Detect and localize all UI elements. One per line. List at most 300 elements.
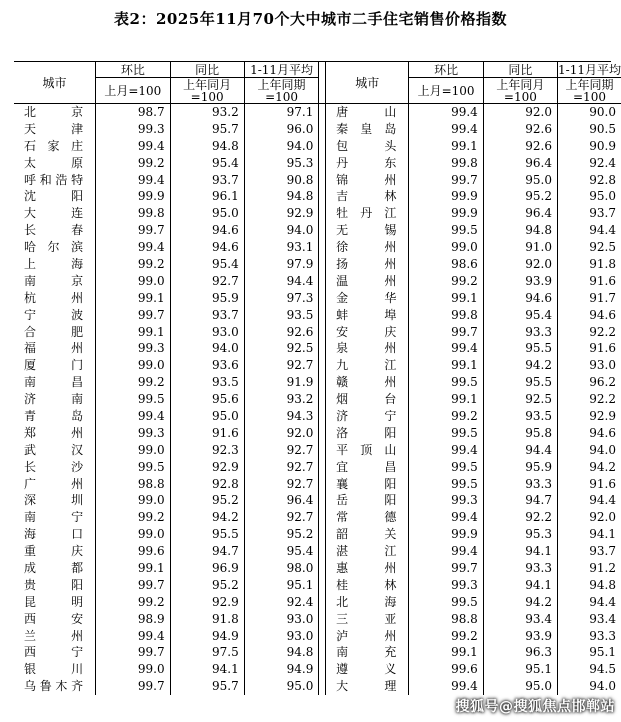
yoy-value-left: 95.0 xyxy=(170,205,244,222)
mom-value-left: 99.0 xyxy=(96,492,170,509)
yoy-value-right: 94.2 xyxy=(483,357,557,374)
ytd-value-left: 98.0 xyxy=(244,560,319,577)
mom-value-right: 99.6 xyxy=(409,661,483,678)
city-name-left: 银川 xyxy=(24,662,84,677)
yoy-value-left: 94.6 xyxy=(170,239,244,256)
yoy-value-right: 95.2 xyxy=(483,188,557,205)
mom-value-right: 99.2 xyxy=(409,627,483,644)
ytd-value-right: 94.0 xyxy=(557,678,621,695)
yoy-value-right: 95.3 xyxy=(483,526,557,543)
table-row xyxy=(14,222,621,239)
city-name-right: 三亚 xyxy=(336,611,397,626)
yoy-value-right: 95.9 xyxy=(483,458,557,475)
mom-value-left: 99.2 xyxy=(96,374,170,391)
yoy-value-right: 93.3 xyxy=(483,560,557,577)
mom-value-left: 99.0 xyxy=(96,661,170,678)
city-name-right: 洛阳 xyxy=(336,425,397,440)
ytd-value-left: 92.9 xyxy=(244,205,319,222)
yoy-value-left: 94.0 xyxy=(170,340,244,357)
table-row xyxy=(14,289,621,306)
mom-value-right: 99.9 xyxy=(409,188,483,205)
city-name-left: 成都 xyxy=(24,560,84,575)
yoy-value-left: 95.4 xyxy=(170,154,244,171)
table-row xyxy=(14,137,621,154)
table-row xyxy=(14,272,621,289)
yoy-value-right: 96.4 xyxy=(483,154,557,171)
table-row xyxy=(14,661,621,678)
mom-value-right: 99.9 xyxy=(409,526,483,543)
table-row xyxy=(14,610,621,627)
city-name-right: 宜昌 xyxy=(336,459,397,474)
city-name-left: 沈阳 xyxy=(24,189,84,204)
city-name-left: 杭州 xyxy=(24,290,84,305)
ytd-value-right: 96.2 xyxy=(557,374,621,391)
mom-value-right: 99.1 xyxy=(409,391,483,408)
yoy-value-right: 95.5 xyxy=(483,340,557,357)
yoy-value-right: 94.1 xyxy=(483,543,557,560)
yoy-value-right: 92.6 xyxy=(483,137,557,154)
city-name-right: 泉州 xyxy=(336,341,397,356)
city-name-right: 惠州 xyxy=(336,560,397,575)
yoy-value-left: 93.7 xyxy=(170,306,244,323)
city-name-left: 合肥 xyxy=(24,324,84,339)
ytd-value-left: 92.0 xyxy=(244,424,319,441)
ytd-value-right: 94.0 xyxy=(557,441,621,458)
mom-value-left: 99.9 xyxy=(96,188,170,205)
mom-value-right: 99.4 xyxy=(409,543,483,560)
yoy-value-left: 95.7 xyxy=(170,120,244,137)
column-gap xyxy=(319,222,326,239)
mom-value-right: 99.5 xyxy=(409,374,483,391)
ytd-value-left: 92.6 xyxy=(244,323,319,340)
column-gap xyxy=(319,205,326,222)
ytd-value-right: 94.6 xyxy=(557,306,621,323)
mom-value-left: 99.7 xyxy=(96,644,170,661)
city-name-left: 青岛 xyxy=(24,408,84,423)
city-name-right: 烟台 xyxy=(336,392,397,407)
mom-value-right: 99.1 xyxy=(409,289,483,306)
city-name-right: 桂林 xyxy=(336,577,397,592)
table-row xyxy=(14,441,621,458)
ytd-value-left: 92.5 xyxy=(244,340,319,357)
ytd-value-left: 93.2 xyxy=(244,391,319,408)
city-name-left: 武汉 xyxy=(24,442,84,457)
ytd-value-right: 95.0 xyxy=(557,188,621,205)
mom-value-right: 99.2 xyxy=(409,408,483,425)
table-row xyxy=(14,560,621,577)
yoy-value-right: 93.9 xyxy=(483,627,557,644)
ytd-value-left: 97.9 xyxy=(244,256,319,273)
mom-value-left: 99.0 xyxy=(96,272,170,289)
mom-value-right: 99.5 xyxy=(409,475,483,492)
city-name-left: 西宁 xyxy=(24,645,84,660)
city-name-left: 乌鲁木齐 xyxy=(24,679,84,694)
city-name-left: 南昌 xyxy=(24,375,84,390)
ytd-value-left: 97.1 xyxy=(244,104,319,121)
city-name-left: 深圳 xyxy=(24,493,84,508)
table-row xyxy=(14,644,621,661)
ytd-value-right: 93.4 xyxy=(557,610,621,627)
city-name-right: 温州 xyxy=(336,273,397,288)
city-name-right: 湛江 xyxy=(336,544,397,559)
yoy-value-left: 92.7 xyxy=(170,272,244,289)
mom-value-left: 99.2 xyxy=(96,509,170,526)
mom-value-left: 99.4 xyxy=(96,239,170,256)
column-gap xyxy=(319,593,326,610)
header-mom-base-left: 上月=100 xyxy=(96,78,170,104)
mom-value-left: 99.7 xyxy=(96,222,170,239)
mom-value-left: 99.4 xyxy=(96,408,170,425)
ytd-value-left: 94.0 xyxy=(244,222,319,239)
mom-value-left: 99.7 xyxy=(96,306,170,323)
city-name-right: 徐州 xyxy=(336,240,397,255)
city-name-left: 广州 xyxy=(24,476,84,491)
city-name-left: 北京 xyxy=(24,105,84,120)
column-gap xyxy=(319,644,326,661)
yoy-value-left: 95.6 xyxy=(170,391,244,408)
ytd-value-left: 91.9 xyxy=(244,374,319,391)
table-body xyxy=(14,104,621,695)
yoy-value-left: 97.5 xyxy=(170,644,244,661)
mom-value-right: 99.7 xyxy=(409,560,483,577)
ytd-value-right: 91.7 xyxy=(557,289,621,306)
header-city-left: 城市 xyxy=(14,62,96,104)
column-gap xyxy=(319,340,326,357)
yoy-value-right: 94.2 xyxy=(483,593,557,610)
ytd-value-left: 94.9 xyxy=(244,661,319,678)
mom-value-left: 99.7 xyxy=(96,576,170,593)
ytd-value-right: 93.3 xyxy=(557,627,621,644)
table-row xyxy=(14,154,621,171)
column-gap xyxy=(319,272,326,289)
column-gap xyxy=(319,137,326,154)
ytd-value-left: 94.8 xyxy=(244,188,319,205)
yoy-value-right: 96.3 xyxy=(483,644,557,661)
yoy-value-right: 92.6 xyxy=(483,120,557,137)
city-name-right: 蚌埠 xyxy=(336,307,397,322)
city-name-left: 天津 xyxy=(24,121,84,136)
table-title: 表2：2025年11月70个大中城市二手住宅销售价格指数 xyxy=(114,10,507,28)
table-row xyxy=(14,391,621,408)
column-gap xyxy=(319,475,326,492)
ytd-value-right: 94.1 xyxy=(557,526,621,543)
watermark: 搜狐号@搜狐焦点邯郸站 xyxy=(455,699,615,715)
yoy-value-left: 93.2 xyxy=(170,104,244,121)
table-row xyxy=(14,458,621,475)
yoy-value-right: 95.5 xyxy=(483,374,557,391)
mom-value-left: 99.2 xyxy=(96,154,170,171)
column-gap xyxy=(319,239,326,256)
city-name-left: 南宁 xyxy=(24,510,84,525)
yoy-value-left: 95.2 xyxy=(170,576,244,593)
mom-value-right: 99.1 xyxy=(409,357,483,374)
yoy-value-right: 94.4 xyxy=(483,441,557,458)
yoy-value-left: 95.0 xyxy=(170,408,244,425)
yoy-value-right: 92.2 xyxy=(483,509,557,526)
ytd-value-left: 94.4 xyxy=(244,272,319,289)
ytd-value-right: 92.8 xyxy=(557,171,621,188)
yoy-value-right: 95.0 xyxy=(483,171,557,188)
mom-value-right: 99.3 xyxy=(409,576,483,593)
table-row xyxy=(14,188,621,205)
yoy-value-right: 95.0 xyxy=(483,678,557,695)
mom-value-left: 98.7 xyxy=(96,104,170,121)
table-row xyxy=(14,120,621,137)
ytd-value-left: 92.7 xyxy=(244,458,319,475)
column-gap xyxy=(319,678,326,695)
column-gap xyxy=(319,188,326,205)
mom-value-right: 99.1 xyxy=(409,644,483,661)
ytd-value-right: 91.6 xyxy=(557,340,621,357)
ytd-value-right: 94.4 xyxy=(557,593,621,610)
city-name-right: 吉林 xyxy=(336,189,397,204)
yoy-value-right: 93.3 xyxy=(483,323,557,340)
city-name-left: 福州 xyxy=(24,341,84,356)
mom-value-left: 99.4 xyxy=(96,171,170,188)
mom-value-right: 99.8 xyxy=(409,306,483,323)
ytd-value-left: 95.0 xyxy=(244,678,319,695)
yoy-value-left: 91.6 xyxy=(170,424,244,441)
city-name-right: 常德 xyxy=(336,510,397,525)
ytd-value-left: 95.3 xyxy=(244,154,319,171)
header-mom-base-right: 上月=100 xyxy=(409,78,483,104)
column-gap xyxy=(319,391,326,408)
ytd-value-left: 95.2 xyxy=(244,526,319,543)
column-gap xyxy=(319,306,326,323)
table-row xyxy=(14,424,621,441)
mom-value-left: 99.2 xyxy=(96,593,170,610)
ytd-value-right: 94.6 xyxy=(557,424,621,441)
ytd-value-left: 92.7 xyxy=(244,475,319,492)
yoy-value-right: 95.1 xyxy=(483,661,557,678)
city-name-left: 贵阳 xyxy=(24,577,84,592)
table-row xyxy=(14,543,621,560)
table-row xyxy=(14,357,621,374)
mom-value-left: 99.4 xyxy=(96,137,170,154)
column-gap xyxy=(319,374,326,391)
mom-value-right: 99.2 xyxy=(409,272,483,289)
table-row xyxy=(14,374,621,391)
column-gap xyxy=(319,526,326,543)
yoy-value-left: 94.1 xyxy=(170,661,244,678)
city-name-right: 丹东 xyxy=(336,155,397,170)
ytd-value-left: 92.4 xyxy=(244,593,319,610)
ytd-value-right: 91.2 xyxy=(557,560,621,577)
ytd-value-right: 92.2 xyxy=(557,391,621,408)
city-name-right: 韶关 xyxy=(336,527,397,542)
column-gap xyxy=(319,441,326,458)
table-row xyxy=(14,323,621,340)
city-name-left: 大连 xyxy=(24,206,84,221)
yoy-value-left: 96.1 xyxy=(170,188,244,205)
city-name-right: 金华 xyxy=(336,290,397,305)
yoy-value-right: 95.4 xyxy=(483,306,557,323)
mom-value-right: 99.5 xyxy=(409,424,483,441)
ytd-value-right: 94.4 xyxy=(557,492,621,509)
table-row xyxy=(14,205,621,222)
city-name-right: 南充 xyxy=(336,645,397,660)
mom-value-left: 99.0 xyxy=(96,526,170,543)
mom-value-right: 99.1 xyxy=(409,137,483,154)
city-name-right: 锦州 xyxy=(336,172,397,187)
mom-value-left: 99.7 xyxy=(96,678,170,695)
yoy-value-right: 94.1 xyxy=(483,576,557,593)
ytd-value-right: 90.0 xyxy=(557,104,621,121)
city-name-right: 平顶山 xyxy=(336,442,397,457)
header-ytd-right: 1-11月平均 xyxy=(558,62,621,77)
mom-value-left: 99.1 xyxy=(96,560,170,577)
yoy-value-left: 94.8 xyxy=(170,137,244,154)
column-gap xyxy=(319,576,326,593)
mom-value-right: 99.9 xyxy=(409,205,483,222)
column-gap xyxy=(319,289,326,306)
column-gap xyxy=(319,408,326,425)
ytd-value-left: 94.3 xyxy=(244,408,319,425)
mom-value-right: 98.8 xyxy=(409,610,483,627)
table-row xyxy=(14,678,621,695)
header-yoy-base-right: 上年同月 =100 xyxy=(483,78,557,104)
city-name-left: 长沙 xyxy=(24,459,84,474)
mom-value-left: 98.8 xyxy=(96,475,170,492)
ytd-value-right: 94.8 xyxy=(557,576,621,593)
mom-value-left: 99.5 xyxy=(96,391,170,408)
column-gap xyxy=(319,256,326,273)
city-name-right: 遵义 xyxy=(336,662,397,677)
city-name-left: 上海 xyxy=(24,256,84,271)
mom-value-left: 99.3 xyxy=(96,120,170,137)
table-row xyxy=(14,576,621,593)
mom-value-right: 99.0 xyxy=(409,239,483,256)
mom-value-left: 99.2 xyxy=(96,256,170,273)
mom-value-right: 99.4 xyxy=(409,441,483,458)
ytd-value-left: 94.8 xyxy=(244,644,319,661)
column-gap xyxy=(319,509,326,526)
ytd-value-left: 96.0 xyxy=(244,120,319,137)
ytd-value-right: 95.1 xyxy=(557,644,621,661)
ytd-value-left: 92.7 xyxy=(244,357,319,374)
city-name-left: 西安 xyxy=(24,611,84,626)
city-name-right: 无锡 xyxy=(336,223,397,238)
column-gap xyxy=(319,458,326,475)
mom-value-right: 99.5 xyxy=(409,458,483,475)
table-row xyxy=(14,104,621,121)
table-row xyxy=(14,408,621,425)
column-gap xyxy=(319,424,326,441)
city-name-right: 大理 xyxy=(336,679,397,694)
yoy-value-left: 92.3 xyxy=(170,441,244,458)
city-name-right: 泸州 xyxy=(336,628,397,643)
mom-value-right: 99.5 xyxy=(409,593,483,610)
column-gap xyxy=(319,171,326,188)
header-yoy-right: 同比 xyxy=(483,62,557,78)
header-mom-right: 环比 xyxy=(409,62,483,78)
mom-value-left: 99.5 xyxy=(96,458,170,475)
mom-value-left: 98.9 xyxy=(96,610,170,627)
column-gap xyxy=(319,357,326,374)
ytd-value-right: 92.4 xyxy=(557,154,621,171)
header-city-right: 城市 xyxy=(326,62,409,104)
ytd-value-left: 93.5 xyxy=(244,306,319,323)
city-name-left: 南京 xyxy=(24,273,84,288)
ytd-value-right: 91.8 xyxy=(557,256,621,273)
yoy-value-right: 93.9 xyxy=(483,272,557,289)
table-row xyxy=(14,526,621,543)
mom-value-right: 99.4 xyxy=(409,340,483,357)
ytd-value-right: 90.5 xyxy=(557,120,621,137)
column-gap xyxy=(319,154,326,171)
table-row xyxy=(14,171,621,188)
ytd-value-left: 92.7 xyxy=(244,441,319,458)
yoy-value-left: 94.6 xyxy=(170,222,244,239)
yoy-value-right: 92.0 xyxy=(483,256,557,273)
yoy-value-right: 92.5 xyxy=(483,391,557,408)
yoy-value-right: 91.0 xyxy=(483,239,557,256)
ytd-value-left: 97.3 xyxy=(244,289,319,306)
mom-value-right: 99.7 xyxy=(409,323,483,340)
ytd-value-right: 91.6 xyxy=(557,272,621,289)
yoy-value-left: 95.2 xyxy=(170,492,244,509)
city-name-left: 重庆 xyxy=(24,544,84,559)
yoy-value-right: 94.6 xyxy=(483,289,557,306)
mom-value-left: 99.6 xyxy=(96,543,170,560)
mom-value-left: 99.4 xyxy=(96,627,170,644)
yoy-value-left: 96.9 xyxy=(170,560,244,577)
ytd-value-left: 95.1 xyxy=(244,576,319,593)
mom-value-right: 99.7 xyxy=(409,171,483,188)
yoy-value-right: 94.7 xyxy=(483,492,557,509)
ytd-value-left: 92.7 xyxy=(244,509,319,526)
city-name-left: 哈尔滨 xyxy=(24,240,84,255)
mom-value-right: 99.5 xyxy=(409,222,483,239)
ytd-value-right: 93.7 xyxy=(557,205,621,222)
city-name-right: 济宁 xyxy=(336,408,397,423)
yoy-value-right: 96.4 xyxy=(483,205,557,222)
ytd-value-left: 94.0 xyxy=(244,137,319,154)
ytd-value-left: 93.1 xyxy=(244,239,319,256)
header-yoy-left: 同比 xyxy=(170,62,244,78)
ytd-value-right: 93.0 xyxy=(557,357,621,374)
mom-value-left: 99.0 xyxy=(96,357,170,374)
city-name-right: 襄阳 xyxy=(336,476,397,491)
city-name-left: 呼和浩特 xyxy=(24,172,84,187)
yoy-value-left: 91.8 xyxy=(170,610,244,627)
city-name-right: 唐山 xyxy=(336,105,397,120)
mom-value-right: 99.4 xyxy=(409,509,483,526)
yoy-value-right: 93.4 xyxy=(483,610,557,627)
yoy-value-left: 92.8 xyxy=(170,475,244,492)
yoy-value-left: 95.9 xyxy=(170,289,244,306)
city-name-right: 赣州 xyxy=(336,375,397,390)
column-gap xyxy=(319,627,326,644)
table-row xyxy=(14,593,621,610)
column-gap xyxy=(319,62,326,104)
city-name-left: 郑州 xyxy=(24,425,84,440)
table-row xyxy=(14,306,621,323)
yoy-value-right: 93.5 xyxy=(483,408,557,425)
column-gap xyxy=(319,104,326,121)
ytd-value-left: 96.4 xyxy=(244,492,319,509)
yoy-value-left: 94.2 xyxy=(170,509,244,526)
column-gap xyxy=(319,661,326,678)
yoy-value-left: 94.9 xyxy=(170,627,244,644)
ytd-value-right: 94.5 xyxy=(557,661,621,678)
ytd-value-right: 93.7 xyxy=(557,543,621,560)
column-gap xyxy=(319,543,326,560)
ytd-value-left: 95.4 xyxy=(244,543,319,560)
yoy-value-left: 95.4 xyxy=(170,256,244,273)
ytd-value-right: 92.5 xyxy=(557,239,621,256)
mom-value-right: 99.4 xyxy=(409,104,483,121)
